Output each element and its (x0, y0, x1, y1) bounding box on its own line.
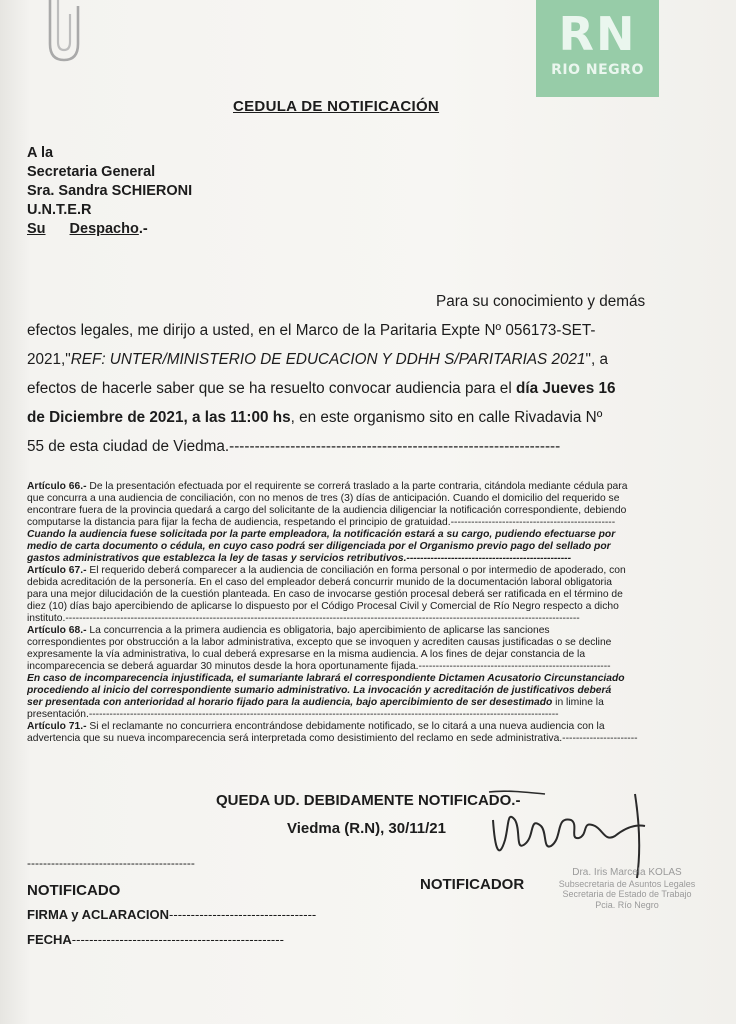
firma-label: FIRMA y ACLARACION (27, 907, 170, 922)
address-line-2: Secretaria General (27, 164, 156, 180)
art71-line-1 (27, 721, 713, 733)
body-line-3-ref: REF: UNTER/MINISTERIO DE EDUCACION Y DDHH S/PARITARIAS 2021 (70, 351, 586, 368)
notified-statement: QUEDA UD. DEBIDAMENTE NOTIFICADO.- (216, 792, 521, 809)
address-despacho: Despacho (69, 221, 139, 237)
place-date: Viedma (R.N), 30/11/21 (287, 820, 446, 837)
art71-text-1: Si el reclamante no concurriera encontrándose debidamente notificado, se lo citará a una nueva audiencia con la (86, 721, 605, 732)
art66-text-1: De la presentación efectuada por el requirente se correrá traslado a la parte contraria, citándola mediante cédula para (86, 481, 628, 492)
art67-line-1 (27, 565, 713, 577)
art71-heading: Artículo 71.- (27, 721, 87, 732)
art68-line-1 (27, 625, 713, 637)
signature-image (485, 780, 675, 880)
address-line-1: A la (27, 145, 54, 161)
address-line-4: U.N.T.E.R (27, 202, 92, 218)
art66-line-2: que concurra a una audiencia de conciliación, con no menos de tres (3) días de anticipación. Cuando el domicilio del requerido se (27, 493, 620, 504)
body-line-2: efectos legales, me dirijo a usted, en el Marco de la Paritaria Expte Nº 056173-SET- (27, 322, 596, 339)
stamp-line-4: Pcia. Río Negro (595, 899, 659, 910)
address-line-5 (27, 219, 148, 239)
art67-line-3: para una mejor dilucidación de la cuestión planteada. En caso de invocarse gestión procesal deberá ser ratificada en el término de (27, 589, 623, 600)
rio-negro-logo (536, 0, 659, 97)
fecha-label: FECHA (27, 932, 72, 947)
art68-line-6: procediendo al inicio del correspondiente sumario administrativo. La invocación y acreditación de justificativos deberá (27, 685, 612, 696)
art66-line-4: computarse la distancia para fijar la fecha de audiencia, respetando el principio de gratuidad.------------------------------------------------ (27, 517, 616, 528)
firma-line (27, 907, 316, 922)
document-title: CEDULA DE NOTIFICACIÓN (233, 98, 440, 115)
fecha-dashes: ------------------------------------------------- (71, 932, 284, 947)
art67-heading: Artículo 67.- (27, 565, 87, 576)
art68-line-4: incomparecencia se deberá aguardar 30 minutos desde la hora oportunamente fijada.-------------------------------------------------------- (27, 661, 611, 672)
art68-heading: Artículo 68.- (27, 625, 87, 636)
body-line-6: 55 de esta ciudad de Viedma.----------------------------------------------------------------- (27, 438, 561, 455)
art67-line-2: debida acreditación de la personería. En el caso del empleador deberá concurrir munido de la documentación laboral obligatoria (27, 577, 612, 588)
art66-line-5: Cuando la audiencia fuese solicitada por la parte empleadora, la notificación estará a su cargo, pudiendo efectuarse por (27, 529, 616, 540)
body-line-3-suffix: ", a (585, 351, 608, 368)
art71-line-2: advertencia que su nueva incomparecencia será interpretada como desistimiento del reclamo en sede administrativa.---------------------- (27, 733, 638, 744)
body-line-5-date: de Diciembre de 2021, a las 11:00 hs (27, 409, 291, 426)
paperclip-icon (42, 0, 82, 66)
art66-line-6: medio de carta documento o cédula, en cuyo caso podrá ser diligenciada por el Organismo previo pago del sellado por (27, 541, 611, 552)
logo-subtitle: RIO NEGRO (551, 62, 644, 78)
art66-line-1 (27, 481, 713, 493)
stamp-line-3: Secretaria de Estado de Trabajo (562, 889, 692, 899)
body-line-3-prefix: 2021," (27, 351, 71, 368)
body-line-5 (27, 407, 677, 429)
fecha-line (27, 932, 284, 947)
art67-line-5: instituto.------------------------------------------------------------------------------------------------------------------------------------------------------ (27, 613, 580, 624)
notificador-label: NOTIFICADOR (420, 876, 525, 893)
body-line-4 (27, 378, 677, 400)
body-line-5-text: , en este organismo sito en calle Rivadavia Nº (290, 409, 603, 426)
art68-line-5: En caso de incomparecencia injustificada, el sumariante labrará el correspondiente Dictamen Acusatorio Circunstanciado (27, 673, 625, 684)
stamp-line-2: Subsecretaria de Asuntos Legales (558, 878, 696, 889)
stamp-line-1: Dra. Iris Marcela KOLAS (572, 867, 682, 878)
art66-line-7: gastos administrativos que establezca la ley de tasas y servicios retributivos.------------------------------------------------ (27, 553, 572, 564)
art68-text-1: La concurrencia a la primera audiencia es obligatoria, bajo apercibimiento de aplicarse las sanciones (86, 625, 550, 636)
body-line-4-date: día Jueves 16 (515, 380, 616, 397)
body-line-3 (27, 349, 677, 371)
body-line-1: Para su conocimiento y demás (436, 293, 646, 310)
art68-text-7: ser presentada con anterioridad al horario fijado para la audiencia, bajo apercibimiento de ser desestimado (27, 697, 553, 708)
art68-line-3: expresamente la vía administrativa, lo cual deberá expresarse en la misma audiencia. A los fines de dejar constancia de la (27, 649, 586, 660)
art67-line-4: diez (10) días bajo apercibiendo de aplicarse lo dispuesto por el Código Procesal Civil y Comercial de Río Negro respecto a dicho (27, 601, 619, 612)
art68-line-2: correspondientes por obstrucción a la labor administrativa, excepto que se invoquen y acrediten causas justificadas o se decline (27, 637, 612, 648)
official-stamp (552, 868, 702, 910)
address-su: Su (27, 221, 46, 237)
notificado-dashes: ------------------------------------------ (27, 856, 195, 870)
art68-line-7 (27, 697, 713, 709)
notificado-label: NOTIFICADO (27, 882, 121, 899)
art66-line-3: encontrare fuera de la provincia quedará a cargo del solicitante de la audiencia diligenciar la notificación correspondiente, debiendo (27, 505, 627, 516)
art67-text-1: El requerido deberá comparecer a la audiencia de conciliación en forma personal o por intermedio de apoderado, con (86, 565, 626, 576)
art66-heading: Artículo 66.- (27, 481, 87, 492)
art68-line-8: presentación.----------------------------------------------------------------------------------------------------------------------------------------- (27, 709, 559, 720)
logo-rn-text: RN (558, 7, 637, 61)
art68-text-7b: in limine la (552, 697, 604, 708)
body-line-4-text: efectos de hacerle saber que se ha resuelto convocar audiencia para el (27, 380, 516, 397)
firma-dashes: ---------------------------------- (169, 907, 317, 922)
address-line-3: Sra. Sandra SCHIERONI (27, 183, 193, 199)
address-suffix: .- (138, 221, 148, 237)
